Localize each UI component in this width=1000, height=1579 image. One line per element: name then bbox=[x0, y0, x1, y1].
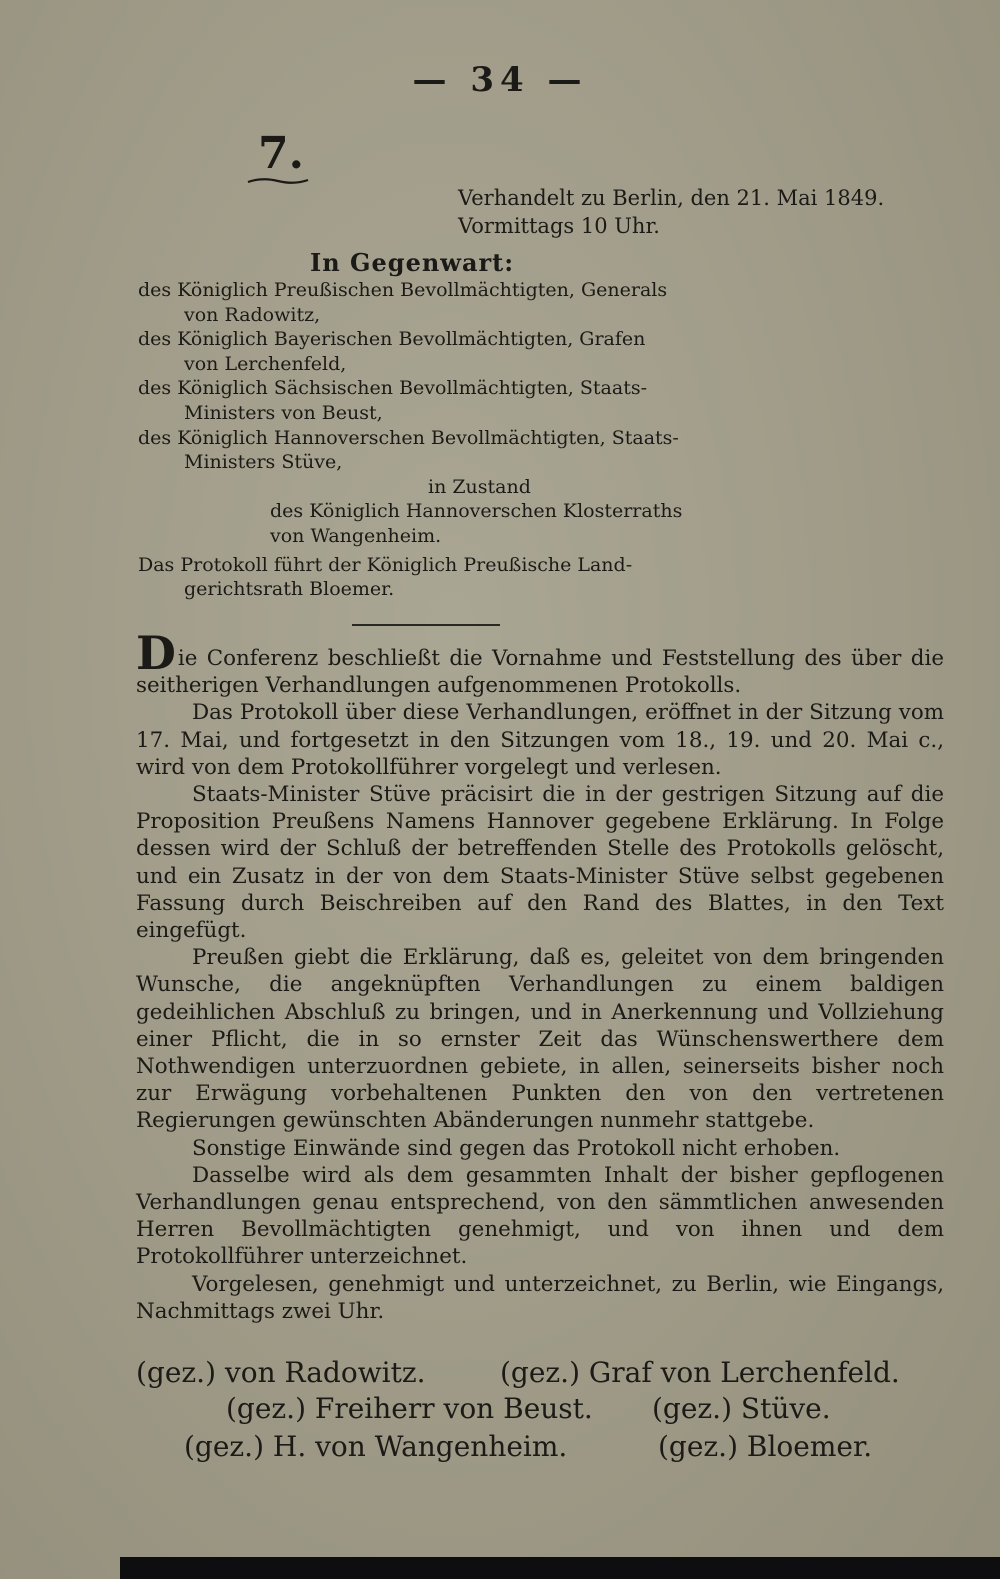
attendee-line: Ministers Stüve, bbox=[184, 451, 343, 474]
page-number: — 34 — bbox=[412, 60, 588, 100]
attendee-list bbox=[138, 278, 718, 602]
signature-beust: (gez.) Freiherr von Beust. bbox=[226, 1392, 593, 1425]
section-swash-ornament bbox=[246, 176, 310, 186]
signature-stueve: (gez.) Stüve. bbox=[652, 1392, 831, 1425]
dateline-place-date: Verhandelt zu Berlin, den 21. Mai 1849. bbox=[458, 186, 885, 210]
presence-heading: In Gegenwart: bbox=[310, 248, 515, 277]
attendee-line: des Königlich Bayerischen Bevollmächtigten, Grafen bbox=[138, 328, 646, 351]
attendee-line: Ministers von Beust, bbox=[184, 401, 383, 424]
minutes-body bbox=[136, 626, 944, 1325]
signature-lerchenfeld: (gez.) Graf von Lerchenfeld. bbox=[500, 1356, 900, 1389]
body-paragraph: Sonstige Einwände sind gegen das Protokoll nicht erhoben. bbox=[192, 1135, 841, 1161]
attendee-line: des Königlich Hannoverschen Bevollmächtigten, Staats- bbox=[138, 426, 679, 449]
signature-bloemer: (gez.) Bloemer. bbox=[658, 1430, 873, 1463]
dateline-time: Vormittags 10 Uhr. bbox=[458, 214, 660, 238]
body-paragraph: Dasselbe wird als dem gesammten Inhalt der bisher gepflogenen Verhandlungen genau entsprechend, von den sämmtlichen anwesenden Herren Bevollmächtigten genehmigt, und von ihnen und dem Protokollführer unterzeichnet. bbox=[136, 1162, 944, 1270]
signature-radowitz: (gez.) von Radowitz. bbox=[136, 1356, 426, 1389]
body-paragraph: Die Conferenz beschließt die Vornahme und Feststellung des über die seitherigen Verhandlungen aufgenommenen Protokolls. bbox=[136, 626, 944, 699]
protocol-keeper-line: Das Protokoll führt der Königlich Preußische Land- bbox=[138, 553, 633, 576]
body-paragraph: Das Protokoll über diese Verhandlungen, eröffnet in der Sitzung vom 17. Mai, und fortgesetzt in den Sitzungen vom 18., 19. und 20. Mai c., wird von dem Protokollführer vorgelegt und verlesen. bbox=[136, 700, 944, 780]
scan-bottom-edge bbox=[120, 1557, 1000, 1579]
attendee-line: des Königlich Hannoverschen Klosterraths bbox=[270, 500, 683, 523]
attendee-line: von Radowitz, bbox=[184, 303, 321, 326]
body-paragraph: Preußen giebt die Erklärung, daß es, geleitet von dem bringenden Wunsche, die angeknüpften Verhandlungen zu einem baldigen gedeihlichen Abschluß zu bringen, und in Anerkennung und Vollziehung einer Pflicht, die in so ernster Zeit das Wünschenswerthere dem Nothwendigen unterzuordnen gebiete, in allen, seinerseits bisher noch zur Erwägung vorbehaltenen Punkten den von den vertretenen Regierungen gewünschten Abänderungen nunmehr stattgebe. bbox=[136, 945, 944, 1134]
section-divider-rule bbox=[352, 624, 500, 626]
attendee-line: des Königlich Preußischen Bevollmächtigten, Generals bbox=[138, 279, 668, 301]
attendee-line: des Königlich Sächsischen Bevollmächtigten, Staats- bbox=[138, 377, 648, 400]
drop-cap: D bbox=[136, 626, 176, 680]
attendee-line: in Zustand bbox=[428, 475, 531, 498]
body-paragraph: Staats-Minister Stüve präcisirt die in der gestrigen Sitzung auf die Proposition Preußens Namens Hannover gegebene Erklärung. In Folge dessen wird der Schluß der betreffenden Stelle des Protokolls gelöscht, und ein Zusatz in der von dem Staats-Minister Stüve selbst gegebenen Fassung durch Beischreiben auf den Rand des Blattes, in den Text eingefügt. bbox=[136, 782, 944, 944]
section-number: 7. bbox=[258, 128, 304, 179]
body-paragraph: Vorgelesen, genehmigt und unterzeichnet, zu Berlin, wie Eingangs, Nachmittags zwei Uhr. bbox=[136, 1271, 944, 1324]
protocol-keeper-line: gerichtsrath Bloemer. bbox=[184, 578, 395, 601]
signature-wangenheim: (gez.) H. von Wangenheim. bbox=[184, 1430, 568, 1463]
attendee-line: von Lerchenfeld, bbox=[184, 352, 347, 375]
dateline bbox=[458, 184, 884, 240]
attendee-line: von Wangenheim. bbox=[270, 524, 442, 547]
